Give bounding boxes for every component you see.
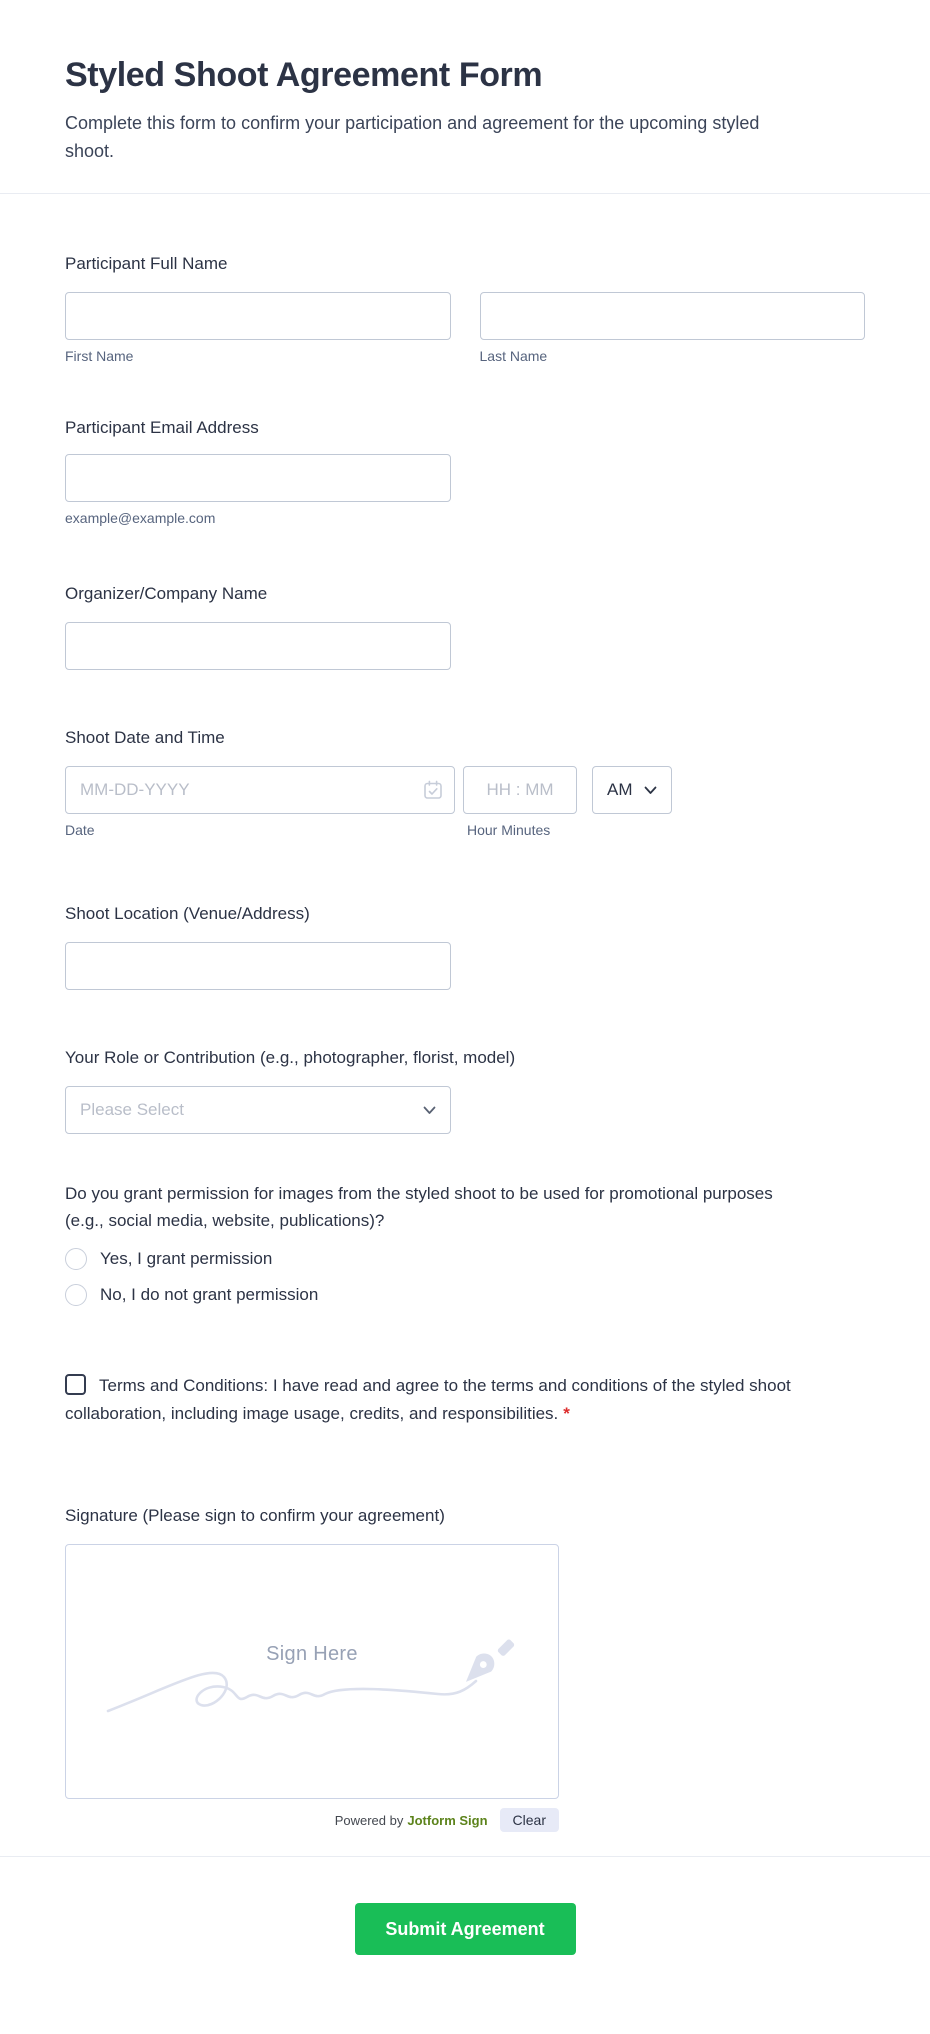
required-asterisk: * [563,1404,570,1423]
checkbox-icon[interactable] [65,1374,86,1395]
email-label: Participant Email Address [65,418,259,437]
date-sublabel: Date [65,822,95,838]
participant-name-label: Participant Full Name [65,254,228,273]
terms-label-text: Terms and Conditions: I have read and agree to the terms and conditions of the styled shoot collaboration, including image usage, credits, and responsibilities. [65,1376,791,1423]
role-select[interactable] [65,1086,451,1134]
role-label: Your Role or Contribution (e.g., photographer, florist, model) [65,1048,516,1067]
email-input[interactable] [65,454,451,502]
chevron-down-icon [423,1106,436,1115]
location-input[interactable] [65,942,451,990]
terms-option[interactable] [65,1376,791,1423]
datetime-label: Shoot Date and Time [65,728,225,747]
submit-row [0,1903,930,1955]
form-subtitle: Complete this form to confirm your participation and agreement for the upcoming styled shoot. [65,113,760,161]
field-participant-name [65,252,865,364]
location-label: Shoot Location (Venue/Address) [65,904,310,923]
time-sublabel: Hour Minutes [467,822,551,838]
field-participant-email [65,416,865,526]
field-location [65,902,865,990]
field-terms [65,1372,865,1428]
email-sublabel: example@example.com [65,510,216,526]
field-company [65,582,865,670]
sign-here-text: Sign Here [266,1643,358,1665]
radio-icon[interactable] [65,1284,87,1306]
jotform-sign-brand: Jotform Sign [407,1812,488,1828]
submit-agreement-button[interactable]: Submit Agreement [355,1903,576,1955]
clear-signature-button[interactable]: Clear [500,1808,559,1832]
date-field [65,766,455,814]
permission-label: Do you grant permission for images from the styled shoot to be used for promotional purposes (e.g., social media, website, publications)? [65,1184,773,1230]
field-role [65,1046,865,1134]
first-name-sublabel: First Name [65,348,134,364]
company-input[interactable] [65,622,451,670]
signature-pad[interactable] [65,1544,559,1799]
chevron-down-icon [644,786,657,795]
signature-label: Signature (Please sign to confirm your agreement) [65,1506,445,1525]
role-select-value: Please Select [80,1100,184,1119]
form-header [0,0,930,194]
field-permission [65,1180,865,1306]
date-input[interactable] [65,766,455,814]
permission-option-no-label: No, I do not grant permission [100,1285,319,1304]
permission-option-no[interactable] [65,1284,865,1306]
last-name-sublabel: Last Name [479,348,548,364]
permission-option-yes-label: Yes, I grant permission [100,1249,273,1268]
page-title: Styled Shoot Agreement Form [65,56,543,94]
company-label: Organizer/Company Name [65,584,268,603]
powered-by-text: Powered by [334,1812,404,1828]
field-signature [65,1504,865,1832]
signature-footer [65,1808,559,1832]
permission-option-yes[interactable] [65,1248,865,1270]
submit-divider [0,1856,930,1857]
field-datetime [65,726,865,838]
radio-icon[interactable] [65,1248,87,1270]
ampm-value: AM [607,780,633,799]
last-name-input[interactable] [480,292,866,340]
form-body [0,252,930,1832]
ampm-select[interactable] [592,766,672,814]
first-name-input[interactable] [65,292,451,340]
time-input[interactable] [463,766,577,814]
